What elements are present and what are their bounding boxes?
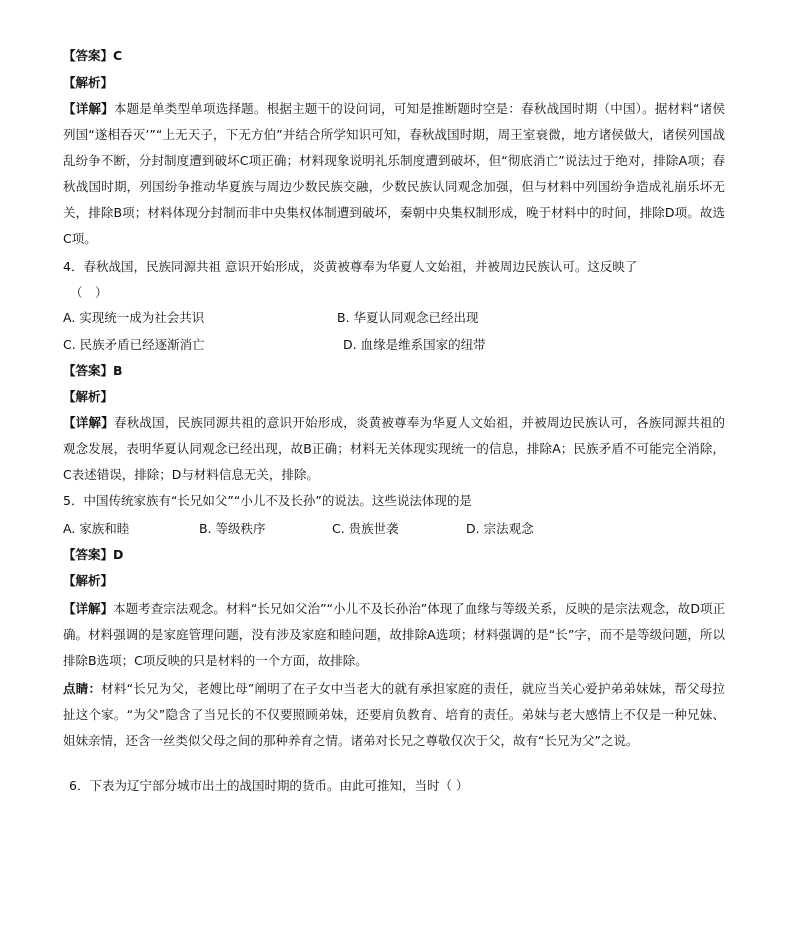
q5-option-c: C. 贵族世袭 (332, 521, 399, 536)
q4-answer: 【答案】B (63, 363, 123, 378)
q5-option-a: A. 家族和睦 (63, 521, 130, 536)
q5-detail-text: 本题考查宗法观念。材料“长兄如父治”“小儿不及长孙治”体现了血缘与等级关系，反映的是宗法观念，故D项正确。材料强调的是家庭管理问题，没有涉及家庭和睦问题，故排除A选项；材料强调的是“长”字，而不是等级问题，所以排除B选项；C项反映的只是材料的一个方面，故排除。 (63, 601, 725, 668)
q5-option-d: D. 宗法观念 (466, 521, 534, 536)
q5-answer: 【答案】D (63, 547, 124, 562)
q4-option-a: A. 实现统一成为社会共识 (63, 310, 205, 325)
q4-option-b: B. 华夏认同观念已经出现 (337, 310, 479, 325)
q4-detail-tag: 【详解】 (63, 415, 114, 430)
q5-stem: 5．中国传统家族有“长兄如父”“小儿不及长孙”的说法。这些说法体现的是 (63, 493, 472, 508)
q3-answer: 【答案】C (63, 48, 123, 63)
q4-analysis-label: 【解析】 (63, 389, 114, 404)
q4-stem-text: 4．春秋战国，民族同源共祖 意识开始形成，炎黄被尊奉为华夏人文始祖，并被周边民族认可。这反映了 (63, 259, 638, 274)
q5-note (63, 676, 725, 754)
q4-paren: （ ） (70, 285, 108, 300)
q5-detail (63, 596, 725, 674)
q5-analysis-label: 【解析】 (63, 573, 114, 588)
q6-stem: 6．下表为辽宁部分城市出土的战国时期的货币。由此可推知，当时（ ） (69, 778, 469, 793)
q3-detail-tag: 【详解】 (63, 101, 114, 116)
q4-detail (63, 410, 725, 488)
q3-detail-text: 本题是单类型单项选择题。根据主题干的设问词，可知是推断题时空是：春秋战国时期（中国）。据材料“诸侯列国“遂相吞灭’”“上无天子，下无方伯”并结合所学知识可知，春秋战国时期，周王室衰微，地方诸侯做大，诸侯列国战乱纷争不断，分封制度遭到破坏C项正确；材料现象说明礼乐制度遭到破坏，但“彻底消亡”说法过于绝对，排除A项；春秋战国时期，列国纷争推动华夏族与周边少数民族交融，少数民族认同观念加强，但与材料中列国纷争造成礼崩乐坏无关，排除B项；材料体现分封制而非中央集权体制遭到破坏，秦朝中央集权制形成，晚于材料中的时间，排除D项。故选C项。 (63, 101, 725, 246)
q4-option-c: C. 民族矛盾已经逐渐消亡 (63, 337, 205, 352)
q3-analysis-label: 【解析】 (63, 75, 114, 90)
q5-note-tag: 点睛： (63, 681, 102, 696)
q4-option-d: D. 血缘是维系国家的纽带 (343, 337, 486, 352)
q5-note-text: 材料“长兄为父，老嫂比母”阐明了在子女中当老大的就有承担家庭的责任，就应当关心爱护弟弟妹妹，帮父母拉扯这个家。“为父”隐含了当兄长的不仅要照顾弟妹，还要肩负教育、培育的责任。弟妹与老大感情上不仅是一种兄妹、姐妹亲情，还含一丝类似父母之间的那种养育之情。诸弟对长兄之尊敬仅次于父，故有“长兄为父”之说。 (63, 681, 725, 748)
q5-detail-tag: 【详解】 (63, 601, 114, 616)
q4-detail-text: 春秋战国，民族同源共祖的意识开始形成，炎黄被尊奉为华夏人文始祖，并被周边民族认可，各族同源共祖的观念发展，表明华夏认同观念已经出现，故B正确；材料无关体现实现统一的信息，排除A；民族矛盾不可能完全消除，C表述错误，排除；D与材料信息无关，排除。 (63, 415, 725, 482)
q5-option-b: B. 等级秩序 (199, 521, 266, 536)
q4-stem (63, 254, 725, 280)
q3-detail (63, 96, 725, 252)
